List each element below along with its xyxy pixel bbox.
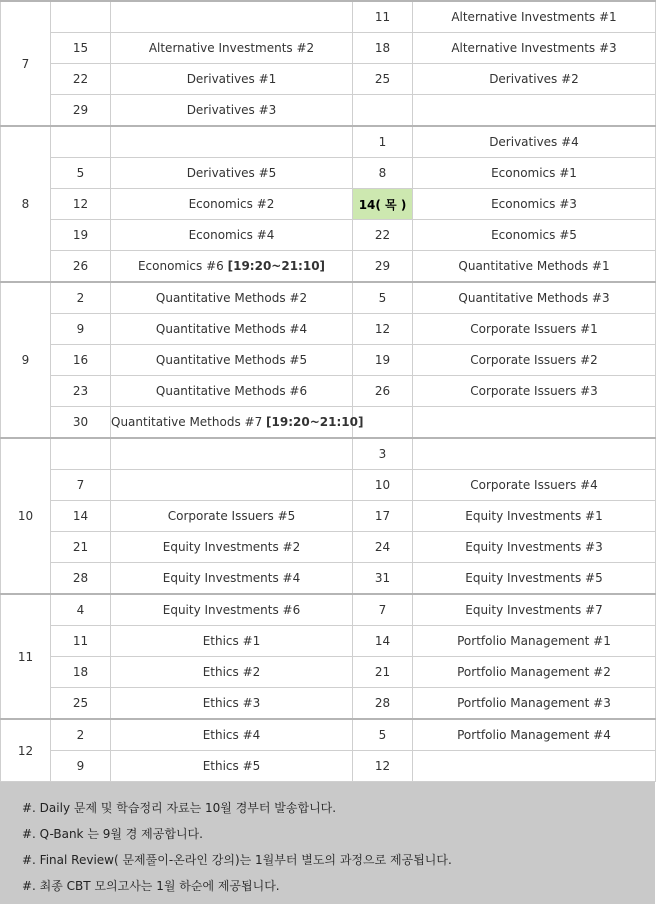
table-row: [1, 345, 656, 376]
topic-cell: Ethics #3: [111, 688, 353, 720]
table-row: [1, 470, 656, 501]
topic-cell: [413, 438, 656, 470]
date-cell: 7: [353, 594, 413, 626]
topic-cell: Portfolio Management #3: [413, 688, 656, 720]
date-cell: 25: [51, 688, 111, 720]
topic-cell: [111, 438, 353, 470]
table-row: [1, 282, 656, 314]
date-cell: 1: [353, 126, 413, 158]
date-cell: 21: [51, 532, 111, 563]
topic-cell: Economics #1: [413, 158, 656, 189]
date-cell: [51, 1, 111, 33]
table-row: [1, 95, 656, 127]
session-time: [19:20~21:10]: [227, 259, 326, 273]
table-row: [1, 626, 656, 657]
note-line: #. 최종 CBT 모의고사는 1월 하순에 제공됩니다.: [22, 879, 280, 893]
date-cell: 9: [51, 751, 111, 782]
date-cell: 12: [353, 314, 413, 345]
date-cell: 7: [51, 470, 111, 501]
topic-cell: Equity Investments #4: [111, 563, 353, 595]
topic-cell: Ethics #2: [111, 657, 353, 688]
date-cell: 30: [51, 407, 111, 439]
table-row: [1, 563, 656, 595]
table-row: [1, 657, 656, 688]
table-row: [1, 314, 656, 345]
date-cell: 19: [353, 345, 413, 376]
table-row: [1, 220, 656, 251]
topic-cell: Economics #5: [413, 220, 656, 251]
topic-cell: Corporate Issuers #3: [413, 376, 656, 407]
topic-cell: Economics #3: [413, 189, 656, 220]
topic-cell: Ethics #5: [111, 751, 353, 782]
date-cell: [353, 95, 413, 127]
topic-cell: Corporate Issuers #5: [111, 501, 353, 532]
table-row: [1, 126, 656, 158]
topic-cell: Economics #4: [111, 220, 353, 251]
topic-cell: Ethics #4: [111, 719, 353, 751]
topic-cell: Portfolio Management #4: [413, 719, 656, 751]
month-cell: 12: [1, 719, 51, 782]
date-cell: 12: [51, 189, 111, 220]
topic-cell: Quantitative Methods #6: [111, 376, 353, 407]
table-row: [1, 33, 656, 64]
table-row: [1, 438, 656, 470]
table-row: [1, 688, 656, 720]
topic-cell: Quantitative Methods #1: [413, 251, 656, 283]
month-group: [1, 126, 656, 282]
date-cell: 23: [51, 376, 111, 407]
topic-cell: Alternative Investments #1: [413, 1, 656, 33]
topic-cell: [413, 407, 656, 439]
date-cell: 14: [51, 501, 111, 532]
table-row: [1, 407, 656, 439]
table-row: [1, 719, 656, 751]
date-cell: 22: [51, 64, 111, 95]
month-cell: 11: [1, 594, 51, 719]
topic-cell: [111, 407, 364, 439]
date-cell: 14: [353, 626, 413, 657]
note-line: #. Daily 문제 및 학습정리 자료는 10월 경부터 발송합니다.: [22, 801, 337, 815]
notes-panel: [0, 782, 655, 904]
date-cell: 9: [51, 314, 111, 345]
table-row: [1, 532, 656, 563]
date-cell: 21: [353, 657, 413, 688]
month-group: [1, 719, 656, 782]
date-cell: [51, 438, 111, 470]
topic-cell: Alternative Investments #2: [111, 33, 353, 64]
topic-cell: [111, 1, 353, 33]
month-cell: 7: [1, 1, 51, 126]
date-cell: 22: [353, 220, 413, 251]
date-cell: 15: [51, 33, 111, 64]
topic-cell: Quantitative Methods #3: [413, 282, 656, 314]
date-cell: 18: [353, 33, 413, 64]
date-cell: 8: [353, 158, 413, 189]
table-row: [1, 501, 656, 532]
topic-cell: [413, 751, 656, 782]
note-line: #. Final Review( 문제풀이-온라인 강의)는 1월부터 별도의 과정으로 제공됩니다.: [22, 853, 452, 867]
date-cell: 5: [51, 158, 111, 189]
month-cell: 10: [1, 438, 51, 594]
date-cell: 28: [51, 563, 111, 595]
topic-label: Economics #6: [137, 259, 224, 273]
date-cell: [51, 126, 111, 158]
date-cell: 24: [353, 532, 413, 563]
table-row: [1, 1, 656, 33]
topic-cell: Derivatives #4: [413, 126, 656, 158]
date-cell: 29: [353, 251, 413, 283]
date-cell: 19: [51, 220, 111, 251]
table-row: [1, 594, 656, 626]
date-cell: 16: [51, 345, 111, 376]
table-row: [1, 158, 656, 189]
date-cell: 17: [353, 501, 413, 532]
topic-cell: [111, 470, 353, 501]
topic-cell: [111, 251, 353, 283]
topic-cell: Corporate Issuers #2: [413, 345, 656, 376]
date-cell: 2: [51, 282, 111, 314]
topic-cell: Portfolio Management #2: [413, 657, 656, 688]
date-cell: 2: [51, 719, 111, 751]
date-cell: 5: [353, 282, 413, 314]
topic-cell: Corporate Issuers #1: [413, 314, 656, 345]
topic-cell: Economics #2: [111, 189, 353, 220]
date-cell: 18: [51, 657, 111, 688]
table-row: [1, 189, 656, 220]
topic-cell: Equity Investments #6: [111, 594, 353, 626]
topic-cell: [413, 95, 656, 127]
date-cell: 11: [51, 626, 111, 657]
table-row: [1, 376, 656, 407]
topic-cell: Derivatives #1: [111, 64, 353, 95]
topic-cell: Equity Investments #3: [413, 532, 656, 563]
month-group: [1, 1, 656, 126]
highlighted-date-cell: 14( 목 ): [353, 189, 413, 220]
date-cell: 25: [353, 64, 413, 95]
note-line: #. Q-Bank 는 9월 경 제공합니다.: [22, 827, 203, 841]
date-cell: 12: [353, 751, 413, 782]
topic-cell: Ethics #1: [111, 626, 353, 657]
date-cell: 5: [353, 719, 413, 751]
topic-cell: Quantitative Methods #4: [111, 314, 353, 345]
topic-cell: Equity Investments #1: [413, 501, 656, 532]
topic-cell: Derivatives #3: [111, 95, 353, 127]
date-cell: 11: [353, 1, 413, 33]
topic-cell: Derivatives #2: [413, 64, 656, 95]
topic-cell: Equity Investments #2: [111, 532, 353, 563]
topic-cell: Equity Investments #7: [413, 594, 656, 626]
topic-cell: Equity Investments #5: [413, 563, 656, 595]
month-group: [1, 282, 656, 438]
date-cell: 31: [353, 563, 413, 595]
topic-cell: Quantitative Methods #2: [111, 282, 353, 314]
table-row: [1, 751, 656, 782]
date-cell: 28: [353, 688, 413, 720]
topic-cell: [111, 126, 353, 158]
date-cell: 4: [51, 594, 111, 626]
month-cell: 8: [1, 126, 51, 282]
topic-cell: Derivatives #5: [111, 158, 353, 189]
session-time: [19:20~21:10]: [266, 415, 364, 429]
topic-label: Quantitative Methods #7: [111, 415, 263, 429]
month-group: [1, 438, 656, 594]
date-cell: 10: [353, 470, 413, 501]
topic-cell: Quantitative Methods #5: [111, 345, 353, 376]
topic-cell: Portfolio Management #1: [413, 626, 656, 657]
date-cell: 26: [353, 376, 413, 407]
table-row: [1, 64, 656, 95]
date-cell: 3: [353, 438, 413, 470]
table-row: [1, 251, 656, 283]
date-cell: 26: [51, 251, 111, 283]
month-cell: 9: [1, 282, 51, 438]
month-group: [1, 594, 656, 719]
topic-cell: Corporate Issuers #4: [413, 470, 656, 501]
date-cell: 29: [51, 95, 111, 127]
topic-cell: Alternative Investments #3: [413, 33, 656, 64]
